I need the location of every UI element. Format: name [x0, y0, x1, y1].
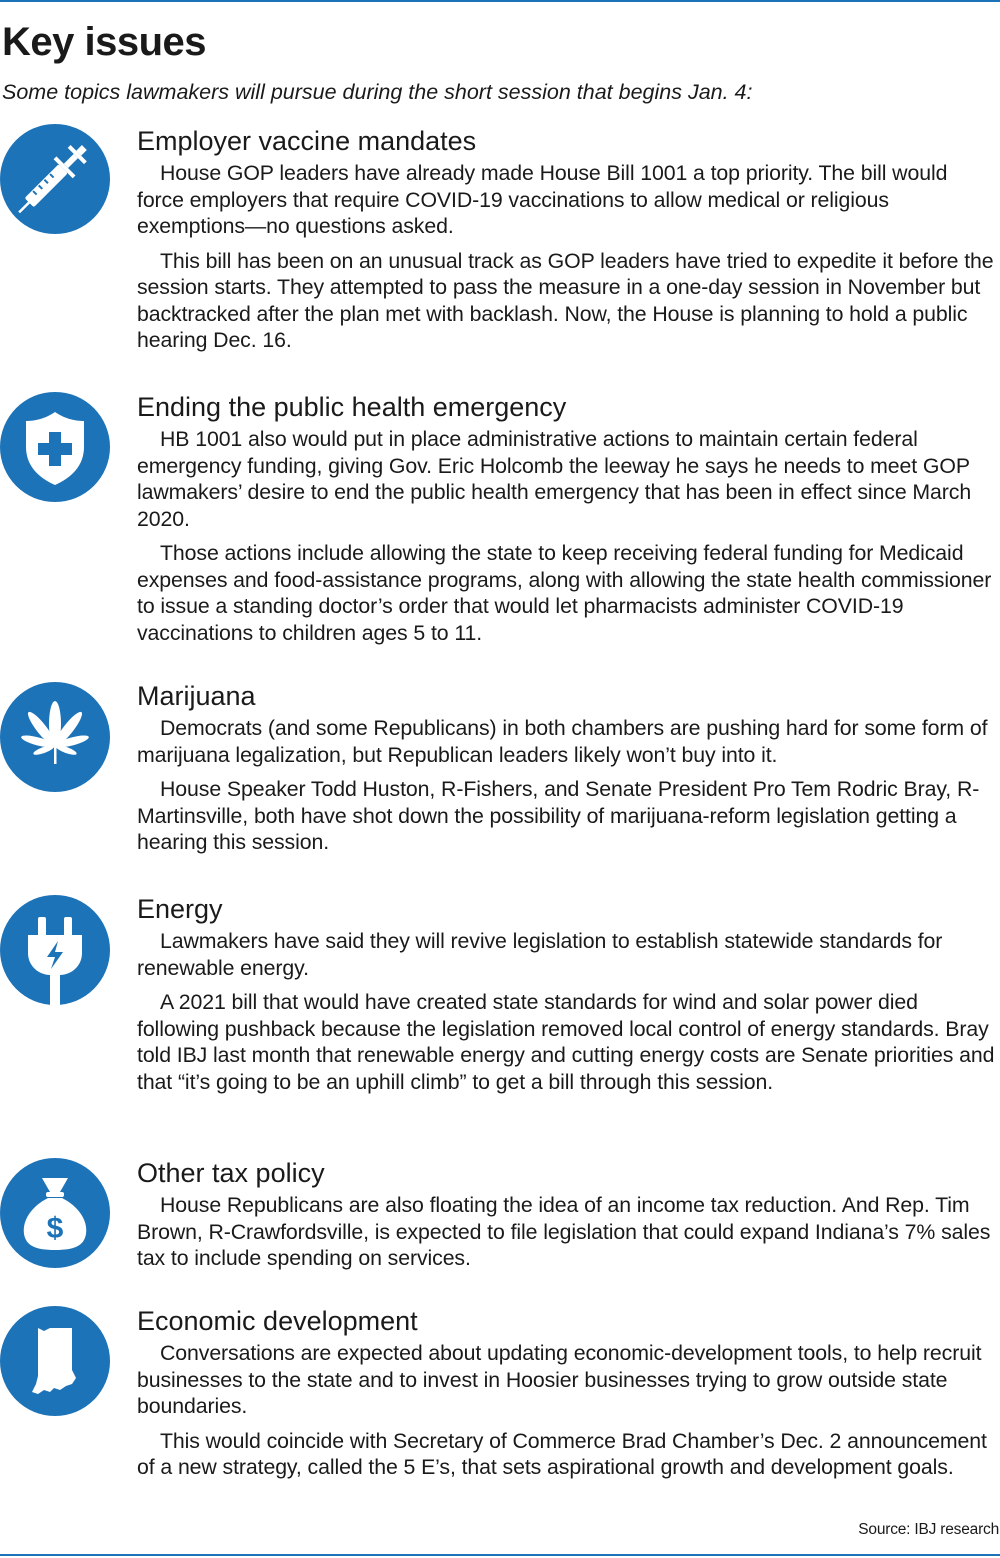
- section-body: [137, 390, 999, 654]
- syringe-icon: [0, 124, 110, 234]
- bottom-rule: [0, 1554, 1000, 1556]
- section-body: [137, 892, 999, 1103]
- section-paragraph: House Speaker Todd Huston, R-Fishers, and Senate President Pro Tem Rodric Bray, R-Martinsville, both have shot down the possibility of marijuana-reform legislation getting a hearing this session.: [137, 777, 980, 854]
- section-paragraph: Democrats (and some Republicans) in both chambers are pushing hard for some form of marijuana legalization, but Republican leaders likely won’t buy into it.: [137, 716, 988, 767]
- electric-plug-icon: [0, 895, 110, 1005]
- section-paragraph: Lawmakers have said they will revive legislation to establish statewide standards for renewable energy.: [137, 929, 943, 980]
- section-paragraph: This bill has been on an unusual track as GOP leaders have tried to expedite it before the session starts. They attempted to pass the measure in a one-day session in November but backtracked after the plan met with backlash. Now, the House is planning to hold a public hearing Dec. 16.: [137, 248, 994, 352]
- money-bag-icon: [0, 1158, 110, 1268]
- subtitle: Some topics lawmakers will pursue during the short session that begins Jan. 4:: [2, 80, 753, 104]
- section-body: [137, 1304, 999, 1489]
- section-body: [137, 124, 999, 362]
- indiana-map-icon: [0, 1306, 110, 1416]
- source-credit: Source: IBJ research: [858, 1521, 999, 1538]
- section-paragraph: House GOP leaders have already made House Bill 1001 a top priority. The bill would force employers that require COVID-19 vaccinations to allow medical or religious exemptions—no questions asked.: [137, 161, 948, 238]
- top-rule: [0, 0, 1000, 2]
- section-heading: Employer vaccine mandates: [137, 126, 477, 156]
- section-paragraph: Those actions include allowing the state to keep receiving federal funding for Medicaid expenses and food-assistance programs, along with allowing the state health commissioner to issue a standing doctor’s order that would let pharmacists administer COVID-19 vaccinations to children ages 5 to 11.: [137, 541, 992, 645]
- section-paragraph: Conversations are expected about updating economic-development tools, to help recruit businesses to the state and to invest in Hoosier businesses trying to grow outside state boundaries.: [137, 1341, 982, 1418]
- section-heading: Energy: [137, 894, 223, 924]
- section-body: [137, 1156, 999, 1280]
- section-paragraph: HB 1001 also would put in place administrative actions to maintain certain federal emergency funding, giving Gov. Eric Holcomb the leeway he says he needs to meet GOP lawmakers’ desire to end the public health emergency that has been in effect since March 2020.: [137, 427, 972, 531]
- section-paragraph: House Republicans are also floating the idea of an income tax reduction. And Rep. Tim Brown, R-Crawfordsville, is expected to file legislation that could expand Indiana’s 7% sales tax to include spending on services.: [137, 1193, 991, 1270]
- section-heading: Ending the public health emergency: [137, 392, 567, 422]
- section-paragraph: A 2021 bill that would have created state standards for wind and solar power died following pushback because the legislation removed local control of energy standards. Bray told IBJ last month that renewable energy and cutting energy costs are Senate priorities and that “it’s going to be an uphill climb” to get a bill through this session.: [137, 990, 995, 1094]
- shield-cross-icon: [0, 392, 110, 502]
- page-title: Key issues: [2, 20, 207, 64]
- section-body: [137, 679, 999, 864]
- cannabis-leaf-icon: [0, 682, 110, 792]
- svg-text:$: $: [46, 1212, 64, 1245]
- section-heading: Economic development: [137, 1306, 418, 1336]
- section-heading: Other tax policy: [137, 1158, 325, 1188]
- section-heading: Marijuana: [137, 681, 256, 711]
- section-paragraph: This would coincide with Secretary of Commerce Brad Chamber’s Dec. 2 announcement of a new strategy, called the 5 E’s, that sets aspirational growth and development goals.: [137, 1428, 987, 1479]
